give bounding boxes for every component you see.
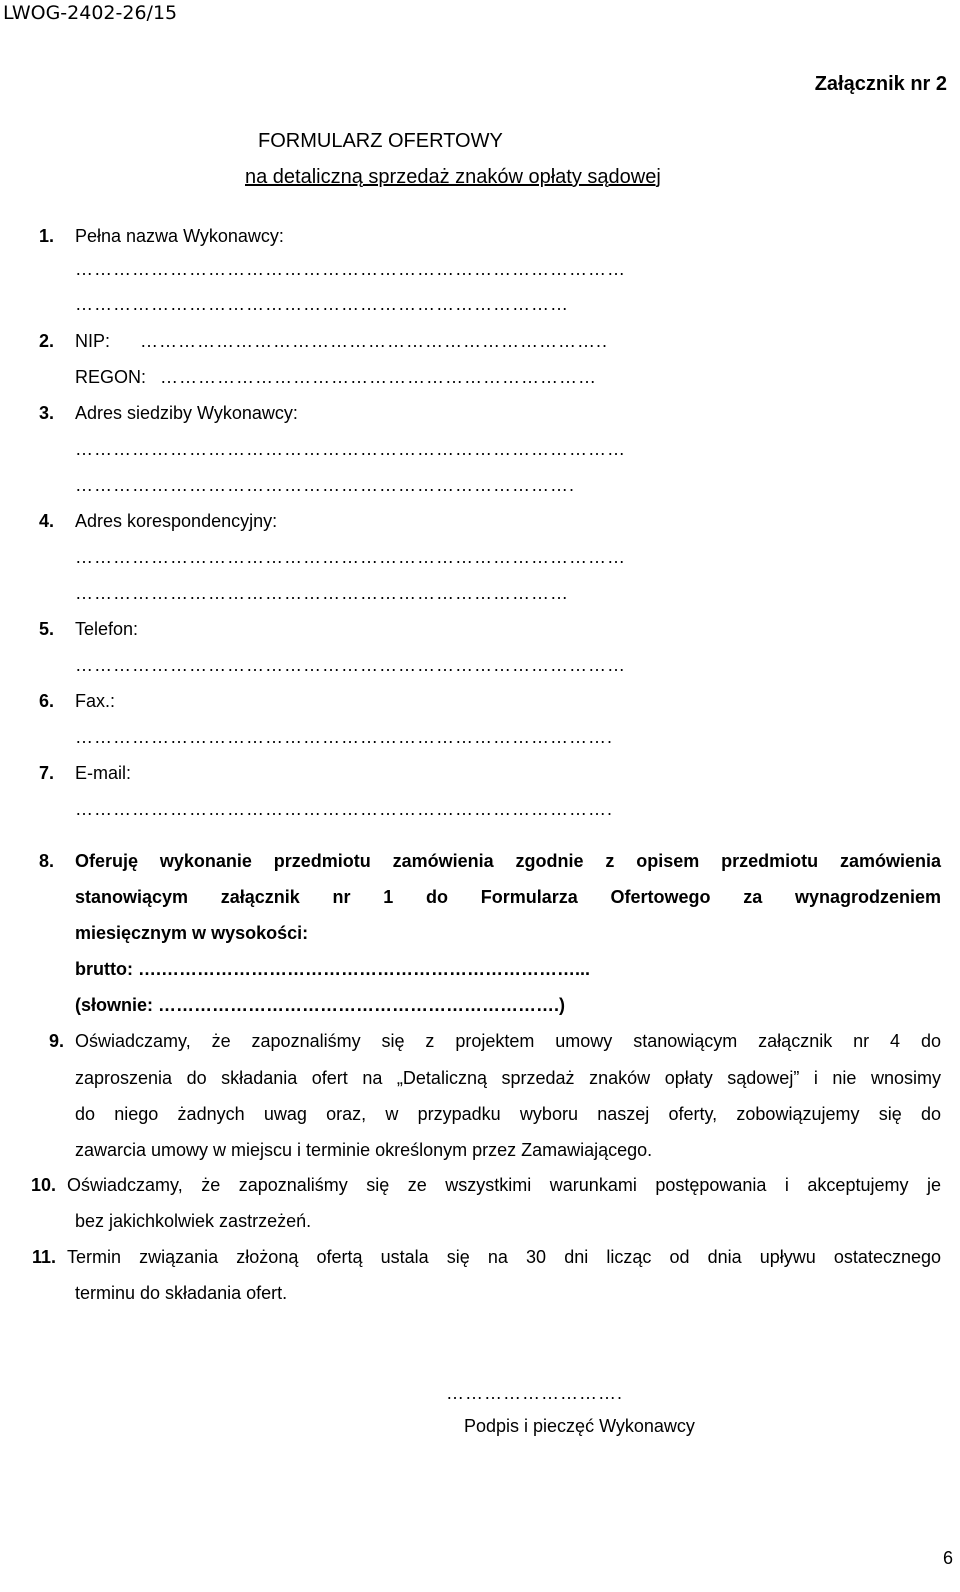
fill-line: …………………………………………………………… bbox=[160, 367, 597, 387]
document-code: LWOG-2402-26/15 bbox=[3, 2, 178, 24]
item-number: 4. bbox=[38, 511, 54, 531]
fill-line: ……………………………………………………………….. bbox=[140, 331, 609, 351]
item-label: Adres korespondencyjny: bbox=[75, 511, 278, 531]
item-11-line-2: terminu do składania ofert. bbox=[75, 1283, 288, 1303]
fill-line: …………………………………………………………………………… bbox=[75, 439, 626, 459]
item-number: 10. bbox=[30, 1175, 56, 1195]
regon-label: REGON: bbox=[75, 367, 147, 387]
item-11-line-1: Termin związania złożoną ofertą ustala się na 30 dni licząc od dnia upływu ostatecznego bbox=[67, 1247, 941, 1267]
fill-line: …………………………………………………………………………… bbox=[75, 547, 626, 567]
item-number: 5. bbox=[38, 619, 54, 639]
fill-line: …………………………………………………………………… bbox=[75, 294, 569, 314]
item-number: 6. bbox=[38, 691, 54, 711]
fill-line: …………………………………………………………………… bbox=[75, 583, 569, 603]
item-label: E-mail: bbox=[75, 763, 132, 783]
item-9-line-3: do niego żadnych uwag oraz, w przypadku wyboru naszej oferty, zobowiązujemy się do bbox=[75, 1104, 941, 1124]
item-8-line-3: miesięcznym w wysokości: bbox=[75, 923, 309, 943]
fill-line: …………………………………………………………………………. bbox=[75, 727, 614, 747]
signature-line: ………………………. bbox=[446, 1383, 624, 1403]
item-8-line-2: stanowiącym załącznik nr 1 do Formularza Ofertowego za wynagrodzeniem bbox=[75, 887, 941, 907]
page-number: 6 bbox=[942, 1548, 953, 1568]
item-number: 7. bbox=[38, 763, 54, 783]
item-8-line-1: Oferuję wykonanie przedmiotu zamówienia zgodnie z opisem przedmiotu zamówienia bbox=[75, 851, 941, 871]
item-label: Fax.: bbox=[75, 691, 116, 711]
item-number: 9. bbox=[48, 1031, 64, 1051]
item-label: Adres siedziby Wykonawcy: bbox=[75, 403, 298, 423]
form-subtitle: na detaliczną sprzedaż znaków opłaty sądowej bbox=[245, 166, 661, 188]
item-label: Pełna nazwa Wykonawcy: bbox=[75, 226, 284, 246]
item-number: 3. bbox=[38, 403, 54, 423]
form-title: FORMULARZ OFERTOWY bbox=[258, 130, 503, 152]
item-10-line-2: bez jakichkolwiek zastrzeżeń. bbox=[75, 1211, 312, 1231]
fill-line: …………………………………………………………………………… bbox=[75, 655, 626, 675]
item-9-line-4: zawarcia umowy w miejscu i terminie określonym przez Zamawiającego. bbox=[75, 1140, 653, 1160]
item-10-line-1: Oświadczamy, że zapoznaliśmy się ze wszystkimi warunkami postępowania i akceptujemy je bbox=[67, 1175, 941, 1195]
item-number: 8. bbox=[38, 851, 54, 871]
item-9-line-2: zaproszenia do składania ofert na „Detaliczną sprzedaż znaków opłaty sądowej” i nie wnosimy bbox=[75, 1068, 941, 1088]
fill-line: ……………………………………………………………………. bbox=[75, 475, 576, 495]
item-number: 2. bbox=[38, 331, 54, 351]
fill-line: …………………………………………………………………………. bbox=[75, 799, 614, 819]
item-label: Telefon: bbox=[75, 619, 139, 639]
slownie-field: (słownie: ………………………………………………………….) bbox=[75, 995, 565, 1015]
item-number: 11. bbox=[31, 1247, 56, 1267]
fill-line: …………………………………………………………………………… bbox=[75, 259, 626, 279]
item-9-line-1: Oświadczamy, że zapoznaliśmy się z projektem umowy stanowiącym załącznik nr 4 do bbox=[75, 1031, 941, 1051]
brutto-field: brutto: ….……………………………………………………………... bbox=[75, 959, 590, 979]
annex-label: Załącznik nr 2 bbox=[814, 73, 947, 95]
item-number: 1. bbox=[38, 226, 54, 246]
signature-label: Podpis i pieczęć Wykonawcy bbox=[464, 1416, 695, 1436]
item-label: NIP: bbox=[75, 331, 111, 351]
